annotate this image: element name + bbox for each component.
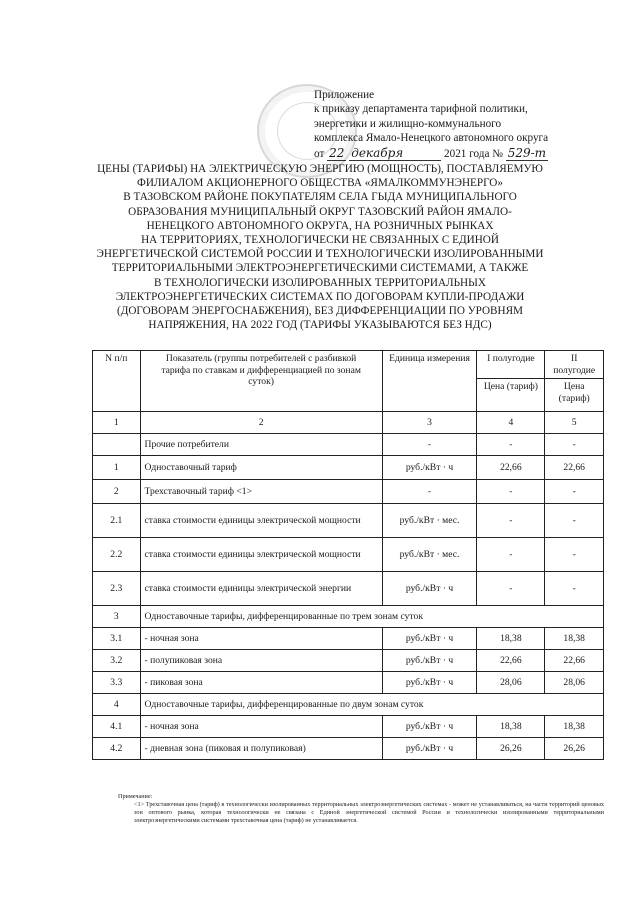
row-indicator: - дневная зона (пиковая и полупиковая) <box>140 738 382 760</box>
title-line: (ДОГОВОРАМ ЭНЕРГОСНАБЖЕНИЯ), БЕЗ ДИФФЕРЕНЦИАЦИИ ПО УРОВНЯМ <box>116 305 524 318</box>
row-number: 2.3 <box>93 572 141 606</box>
row-number: 1 <box>93 456 141 480</box>
row-indicator: Прочие потребители <box>140 434 382 456</box>
row-price-half-2: - <box>545 434 604 456</box>
title-line: НЕНЕЦКОГО АВТОНОМНОГО ОКРУГА, НА РОЗНИЧНЫХ РЫНКАХ <box>146 219 494 232</box>
col-number: 2 <box>140 412 382 434</box>
row-price-half-2: - <box>545 480 604 504</box>
date-month: декабря <box>349 146 441 161</box>
header-num: N п/п <box>93 351 141 412</box>
row-indicator: - полупиковая зона <box>140 650 382 672</box>
table-row <box>93 738 604 760</box>
row-number: 4 <box>93 694 141 716</box>
row-indicator: - пиковая зона <box>140 672 382 694</box>
tariff-table <box>92 350 604 760</box>
col-number: 1 <box>93 412 141 434</box>
header-price-1: Цена (тариф) <box>477 379 545 412</box>
title-line: ТЕРРИТОРИАЛЬНЫМИ ЭЛЕКТРОЭНЕРГЕТИЧЕСКИМИ СИСТЕМАМИ, А ТАКЖЕ <box>111 262 529 275</box>
row-indicator: ставка стоимости единицы электрической мощности <box>140 538 382 572</box>
row-price-half-1: - <box>477 480 545 504</box>
footnote-label: Примечание: <box>118 793 153 800</box>
appendix-block <box>314 88 614 161</box>
footnote-text: <1> Трехставочная цена (тариф) в технологически изолированных территориальных электроэнергетических системах - может не устанавливаться, на части территорий ценовых зон оптового рынка, которая технологически не связана с Единой энергетической системой России и технологически изолированными территориальными электроэнергетическими системами трехставочная цена (тариф) не устанавливается. <box>134 801 604 824</box>
row-indicator: Трехставочный тариф <1> <box>140 480 382 504</box>
header-half-2: II полугодие <box>545 351 604 379</box>
row-number <box>93 434 141 456</box>
document-title <box>28 162 612 332</box>
section-row <box>93 694 604 716</box>
col-number: 3 <box>382 412 477 434</box>
appendix-order-line-1: к приказу департамента тарифной политики, <box>314 103 528 116</box>
row-price-half-1: 22,66 <box>477 456 545 480</box>
row-number: 3.1 <box>93 628 141 650</box>
appendix-title: Приложение <box>314 89 375 101</box>
row-indicator: ставка стоимости единицы электрической мощности <box>140 504 382 538</box>
section-row <box>93 606 604 628</box>
table-row <box>93 480 604 504</box>
row-unit: - <box>382 480 477 504</box>
row-unit: руб./кВт · ч <box>382 738 477 760</box>
title-line: В ТЕХНОЛОГИЧЕСКИ ИЗОЛИРОВАННЫХ ТЕРРИТОРИАЛЬНЫХ <box>154 276 486 289</box>
row-unit: руб./кВт · ч <box>382 650 477 672</box>
row-unit: руб./кВт · ч <box>382 628 477 650</box>
row-indicator: ставка стоимости единицы электрической энергии <box>140 572 382 606</box>
row-number: 2 <box>93 480 141 504</box>
table-row <box>93 628 604 650</box>
appendix-order-line-3: комплекса Ямало-Ненецкого автономного округа <box>314 132 549 145</box>
row-price-half-2: 22,66 <box>545 456 604 480</box>
header-price-2: Цена (тариф) <box>545 379 604 412</box>
row-price-half-2: 26,26 <box>545 738 604 760</box>
row-unit: руб./кВт · мес. <box>382 538 477 572</box>
date-prefix: от <box>314 147 325 160</box>
row-price-half-1: 18,38 <box>477 716 545 738</box>
row-price-half-2: 18,38 <box>545 628 604 650</box>
appendix-order-line-2: энергетики и жилищно-коммунального <box>314 117 502 130</box>
title-line: НА ТЕРРИТОРИЯХ, ТЕХНОЛОГИЧЕСКИ НЕ СВЯЗАННЫХ С ЕДИНОЙ <box>141 234 499 247</box>
row-indicator: - ночная зона <box>140 716 382 738</box>
row-price-half-1: 18,38 <box>477 628 545 650</box>
row-price-half-1: - <box>477 538 545 572</box>
row-number: 4.2 <box>93 738 141 760</box>
row-unit: руб./кВт · ч <box>382 672 477 694</box>
table-row <box>93 716 604 738</box>
row-price-half-1: 26,26 <box>477 738 545 760</box>
row-unit: руб./кВт · ч <box>382 716 477 738</box>
section-title: Одноставочные тарифы, дифференцированные по двум зонам суток <box>140 694 603 716</box>
table-row <box>93 434 604 456</box>
row-price-half-2: 18,38 <box>545 716 604 738</box>
row-price-half-1: - <box>477 504 545 538</box>
row-price-half-1: - <box>477 434 545 456</box>
row-unit: руб./кВт · мес. <box>382 504 477 538</box>
table-row <box>93 504 604 538</box>
row-price-half-2: - <box>545 538 604 572</box>
row-number: 2.2 <box>93 538 141 572</box>
row-price-half-1: - <box>477 572 545 606</box>
title-line: ЭНЕРГЕТИЧЕСКОЙ СИСТЕМОЙ РОССИИ И ТЕХНОЛОГИЧЕСКИ ИЗОЛИРОВАННЫМИ <box>96 248 544 261</box>
title-line: НАПРЯЖЕНИЯ, НА 2022 ГОД (ТАРИФЫ УКАЗЫВАЮТСЯ БЕЗ НДС) <box>148 319 492 332</box>
row-number: 4.1 <box>93 716 141 738</box>
row-unit: - <box>382 434 477 456</box>
row-price-half-1: 22,66 <box>477 650 545 672</box>
row-number: 3 <box>93 606 141 628</box>
row-indicator: - ночная зона <box>140 628 382 650</box>
row-price-half-2: 28,06 <box>545 672 604 694</box>
table-row <box>93 672 604 694</box>
col-number: 4 <box>477 412 545 434</box>
footnote <box>118 793 604 825</box>
col-number: 5 <box>545 412 604 434</box>
title-line: ФИЛИАЛОМ АКЦИОНЕРНОГО ОБЩЕСТВА «ЯМАЛКОММУНЭНЕРГО» <box>137 177 503 190</box>
title-line: В ТАЗОВСКОМ РАЙОНЕ ПОКУПАТЕЛЯМ СЕЛА ГЫДА МУНИЦИПАЛЬНОГО <box>123 191 517 204</box>
row-unit: руб./кВт · ч <box>382 456 477 480</box>
table-row <box>93 650 604 672</box>
title-line: ЭЛЕКТРОЭНЕРГЕТИЧЕСКИХ СИСТЕМАХ ПО ДОГОВОРАМ КУПЛИ-ПРОДАЖИ <box>115 290 525 303</box>
row-number: 2.1 <box>93 504 141 538</box>
row-number: 3.2 <box>93 650 141 672</box>
section-title: Одноставочные тарифы, дифференцированные по трем зонам суток <box>140 606 603 628</box>
date-day: 22 <box>329 145 345 160</box>
date-year: 2021 года № <box>444 147 503 160</box>
table-row <box>93 538 604 572</box>
row-price-half-2: - <box>545 504 604 538</box>
header-half-1: I полугодие <box>477 351 545 379</box>
table-row <box>93 572 604 606</box>
title-line: ЦЕНЫ (ТАРИФЫ) НА ЭЛЕКТРИЧЕСКУЮ ЭНЕРГИЮ (МОЩНОСТЬ), ПОСТАВЛЯЕМУЮ <box>97 163 543 175</box>
header-unit: Единица измерения <box>382 351 477 412</box>
order-date-line <box>314 146 614 161</box>
title-line: ОБРАЗОВАНИЯ МУНИЦИПАЛЬНЫЙ ОКРУГ ТАЗОВСКИЙ РАЙОН ЯМАЛО- <box>128 205 512 218</box>
order-number: 529-т <box>507 145 547 160</box>
row-price-half-2: 22,66 <box>545 650 604 672</box>
column-number-row <box>93 412 604 434</box>
header-indicator: Показатель (группы потребителей с разбивкой тарифа по ставкам и дифференциацией по зонам суток) <box>140 351 382 412</box>
row-price-half-1: 28,06 <box>477 672 545 694</box>
table-row <box>93 456 604 480</box>
table-header-row <box>93 351 604 379</box>
row-number: 3.3 <box>93 672 141 694</box>
row-indicator: Одноставочный тариф <box>140 456 382 480</box>
row-unit: руб./кВт · ч <box>382 572 477 606</box>
row-price-half-2: - <box>545 572 604 606</box>
